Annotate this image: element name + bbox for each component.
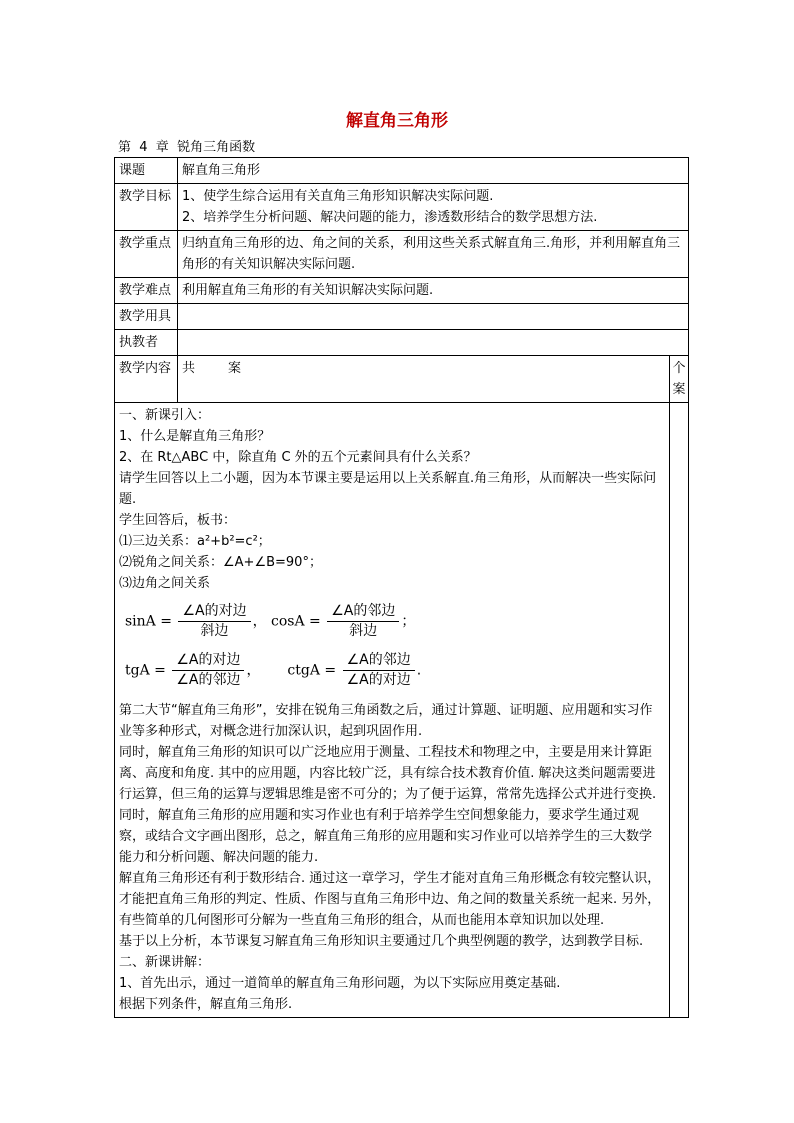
value-tools xyxy=(178,304,689,330)
row-content-body xyxy=(115,403,689,1018)
separator: ， xyxy=(252,613,267,630)
goal-1: 1、使学生综合运用有关直角三角形知识解决实际问题. xyxy=(182,189,494,204)
paragraph: ⑴三边关系：a²+b²=c²； xyxy=(119,534,271,549)
paragraph: 同时，解直角三角形的知识可以广泛地应用于测量、工程技术和物理之中，主要是用来计算距离、高度和角度. 其中的应用题，内容比较广泛，具有综合技术教育价值. 解决这类问题需要进行运算，但三角的运算与逻辑思维是密不可分的；为了便于运算，常常先选择公式并进行变换. 同时，解直角三角形的应用题和实习作业也有利于培养学生空间想象能力，要求学生通过观察，或结合文字画出图形，总之，解直角三角形的应用题和实习作业可以培养学生的三大数学能力和分析问题、解决问题的能力. xyxy=(119,745,657,865)
personal-plan-char-2: 案 xyxy=(672,382,686,397)
label-teacher: 执教者 xyxy=(115,330,178,356)
row-content-header xyxy=(115,356,689,403)
value-goals xyxy=(178,184,689,231)
cos-fraction xyxy=(327,602,399,641)
document-title: 解直角三角形 xyxy=(346,111,448,131)
separator: . xyxy=(416,662,422,679)
sin-denominator: 斜边 xyxy=(178,621,250,641)
label-tools: 教学用具 xyxy=(115,304,178,330)
sin-numerator: ∠A的对边 xyxy=(182,603,247,619)
paragraph: 2、在 Rt△ABC 中，除直角 C 外的五个元素间具有什么关系？ xyxy=(119,450,477,465)
sin-fraction xyxy=(178,602,250,641)
formula-tg-ctg xyxy=(125,651,665,690)
ctg-label: ctgA = xyxy=(287,662,337,679)
row-difficulty xyxy=(115,278,689,304)
label-goals: 教学目标 xyxy=(115,184,178,231)
cos-numerator: ∠A的邻边 xyxy=(331,603,396,619)
label-topic: 课题 xyxy=(115,158,178,184)
row-teacher xyxy=(115,330,689,356)
paragraph: 二、新课讲解： xyxy=(119,955,211,970)
lesson-plan-table xyxy=(114,157,689,1018)
chapter-heading: 第 4 章 锐角三角函数 xyxy=(118,140,256,155)
formula-sin-cos xyxy=(125,602,665,641)
personal-plan-cell xyxy=(669,403,688,1018)
paragraph: 第二大节“解直角三角形”，安排在锐角三角函数之后，通过计算题、证明题、应用题和实习作业等多种形式，对概念进行加深认识，起到巩固作用. xyxy=(119,703,653,739)
row-goals xyxy=(115,184,689,231)
paragraph: 请学生回答以上二小题，因为本节课主要是运用以上关系解直.角三角形，从而解决一些实际问题. xyxy=(119,471,657,507)
paragraph: 基于以上分析，本节课复习解直角三角形知识主要通过几个典型例题的教学，达到教学目标. xyxy=(119,934,644,949)
cos-denominator: 斜边 xyxy=(327,621,399,641)
value-focus: 归纳直角三角形的边、角之间的关系，利用这些关系式解直角三.角形，并利用解直角三角形的有关知识解决实际问题. xyxy=(178,231,689,278)
ctg-numerator: ∠A的邻边 xyxy=(346,652,411,668)
lesson-content xyxy=(115,403,670,1018)
cos-label: cosA = xyxy=(271,613,321,630)
value-teacher xyxy=(178,330,689,356)
value-difficulty: 利用解直角三角形的有关知识解决实际问题. xyxy=(178,278,689,304)
paragraph: 1、首先出示，通过一道简单的解直角三角形问题，为以下实际应用奠定基础. xyxy=(119,976,561,991)
paragraph: 根据下列条件，解直角三角形. xyxy=(119,997,293,1012)
personal-plan-header xyxy=(669,356,688,403)
paragraph: ⑶边角之间关系 xyxy=(119,576,211,591)
personal-plan-char-1: 个 xyxy=(672,361,686,376)
row-topic xyxy=(115,158,689,184)
label-difficulty: 教学难点 xyxy=(115,278,178,304)
shared-plan-header: 共 案 xyxy=(178,356,670,403)
tg-denominator: ∠A的邻边 xyxy=(172,670,244,690)
paragraph: ⑵锐角之间关系：∠A+∠B=90°； xyxy=(119,555,322,570)
paragraph: 一、新课引入： xyxy=(119,408,211,423)
separator: ； xyxy=(401,613,416,630)
separator: ， xyxy=(246,662,261,679)
goal-2: 2、培养学生分析问题、解决问题的能力，渗透数形结合的数学思想方法. xyxy=(182,210,598,225)
ctg-denominator: ∠A的对边 xyxy=(343,670,415,690)
tg-numerator: ∠A的对边 xyxy=(176,652,241,668)
label-focus: 教学重点 xyxy=(115,231,178,278)
row-focus xyxy=(115,231,689,278)
ctg-fraction xyxy=(343,651,415,690)
paragraph: 1、什么是解直角三角形？ xyxy=(119,429,271,444)
tg-fraction xyxy=(172,651,244,690)
paragraph: 学生回答后，板书： xyxy=(119,513,237,528)
tg-label: tgA = xyxy=(125,662,166,679)
sin-label: sinA = xyxy=(125,613,172,630)
row-tools xyxy=(115,304,689,330)
paragraph: 解直角三角形还有利于数形结合. 通过这一章学习，学生才能对直角三角形概念有较完整认识，才能把直角三角形的判定、性质、作图与直角三角形中边、角之间的数量关系统一起来. 另外，有些简单的几何图形可分解为一些直角三角形的组合，从而也能用本章知识加以处理. xyxy=(119,871,661,928)
value-topic: 解直角三角形 xyxy=(178,158,689,184)
label-content: 教学内容 xyxy=(115,356,178,403)
